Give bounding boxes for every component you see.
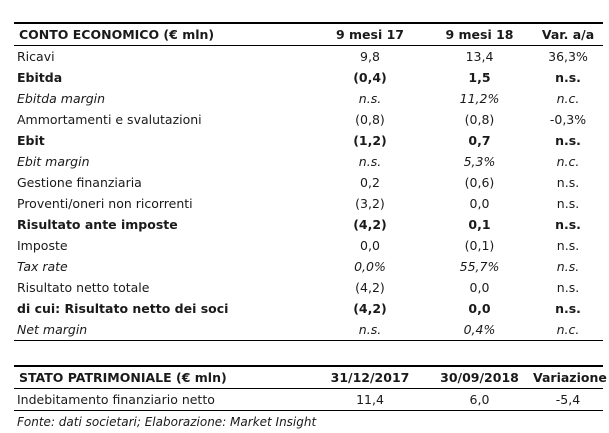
row-value-col2: 0,7 bbox=[468, 133, 491, 148]
row-value-col3: -0,3% bbox=[549, 112, 587, 127]
row-label: Ebit bbox=[17, 133, 45, 148]
row-value-col1: n.s. bbox=[358, 154, 382, 169]
row-value-col3: -5,4 bbox=[555, 392, 581, 407]
row-value-col3: 36,3% bbox=[548, 49, 588, 64]
row-value-col2: (0,8) bbox=[464, 112, 495, 127]
row-value-col1: (3,2) bbox=[355, 196, 385, 211]
income-header-label: CONTO ECONOMICO (€ mln) bbox=[19, 27, 215, 42]
row-value-col3: n.c. bbox=[556, 154, 580, 169]
row-label: Ricavi bbox=[17, 49, 55, 64]
row-value-col3: n.c. bbox=[556, 322, 580, 337]
table-row bbox=[14, 235, 603, 256]
table-row bbox=[14, 151, 603, 172]
row-value-col2: 0,0 bbox=[469, 280, 490, 295]
row-value-col2: (0,1) bbox=[464, 238, 495, 253]
row-value-col1: 0,0% bbox=[354, 259, 386, 274]
row-value-col3: n.s. bbox=[555, 301, 581, 316]
table-row bbox=[14, 214, 603, 235]
row-label: Risultato ante imposte bbox=[17, 217, 178, 232]
balance-table-body bbox=[14, 389, 603, 410]
row-value-col2: (0,6) bbox=[464, 175, 495, 190]
income-header-col3: Var. a/a bbox=[541, 27, 595, 42]
table-row bbox=[14, 193, 603, 214]
row-label: Ammortamenti e svalutazioni bbox=[17, 112, 202, 127]
table-spacer bbox=[14, 341, 603, 365]
table-row bbox=[14, 256, 603, 277]
row-value-col2: 13,4 bbox=[465, 49, 494, 64]
row-value-col1: (4,2) bbox=[353, 301, 387, 316]
row-value-col2: 1,5 bbox=[468, 70, 491, 85]
balance-header-col3: Variazione bbox=[533, 370, 607, 385]
row-value-col2: 6,0 bbox=[469, 392, 490, 407]
row-value-col1: n.s. bbox=[358, 322, 382, 337]
table-row bbox=[14, 67, 603, 88]
row-value-col1: n.s. bbox=[358, 91, 382, 106]
balance-header-col1: 31/12/2017 bbox=[330, 370, 410, 385]
row-label: Net margin bbox=[17, 322, 88, 337]
row-value-col2: 0,4% bbox=[463, 322, 496, 337]
row-value-col1: 11,4 bbox=[356, 392, 384, 407]
row-label: Indebitamento finanziario netto bbox=[17, 392, 215, 407]
row-value-col3: n.s. bbox=[556, 280, 580, 295]
row-label: Ebit margin bbox=[17, 154, 90, 169]
row-value-col2: 0,1 bbox=[468, 217, 491, 232]
table-row bbox=[14, 172, 603, 193]
row-label: Gestione finanziaria bbox=[17, 175, 142, 190]
income-table-body bbox=[14, 46, 603, 340]
row-value-col2: 0,0 bbox=[469, 196, 490, 211]
row-value-col2: 5,3% bbox=[463, 154, 496, 169]
income-header-row bbox=[14, 24, 603, 45]
table-row bbox=[14, 130, 603, 151]
income-header-col1: 9 mesi 17 bbox=[335, 27, 405, 42]
row-value-col1: (4,2) bbox=[355, 280, 385, 295]
row-value-col1: 0,2 bbox=[360, 175, 380, 190]
row-value-col1: (4,2) bbox=[353, 217, 387, 232]
income-header-col2: 9 mesi 18 bbox=[445, 27, 514, 42]
row-value-col3: n.c. bbox=[556, 91, 580, 106]
row-value-col3: n.s. bbox=[556, 196, 580, 211]
row-value-col3: n.s. bbox=[556, 175, 580, 190]
row-label: Risultato netto totale bbox=[17, 280, 150, 295]
table-row bbox=[14, 389, 603, 410]
row-label: Imposte bbox=[17, 238, 68, 253]
row-value-col3: n.s. bbox=[556, 259, 580, 274]
table-row bbox=[14, 46, 603, 67]
table-row bbox=[14, 88, 603, 109]
row-value-col2: 0,0 bbox=[468, 301, 491, 316]
row-value-col1: 0,0 bbox=[360, 238, 380, 253]
footnote: Fonte: dati societari; Elaborazione: Market Insight bbox=[17, 414, 317, 429]
row-label: Tax rate bbox=[17, 259, 68, 274]
row-value-col3: n.s. bbox=[555, 133, 581, 148]
balance-header-row bbox=[14, 367, 607, 388]
row-value-col3: n.s. bbox=[555, 217, 581, 232]
row-value-col2: 11,2% bbox=[459, 91, 500, 106]
row-value-col3: n.s. bbox=[556, 238, 580, 253]
table-row bbox=[14, 319, 603, 340]
row-label: di cui: Risultato netto dei soci bbox=[17, 301, 229, 316]
financial-tables bbox=[14, 22, 607, 432]
table-row bbox=[14, 277, 603, 298]
row-value-col1: (1,2) bbox=[353, 133, 387, 148]
row-value-col3: n.s. bbox=[555, 70, 581, 85]
balance-header-col2: 30/09/2018 bbox=[440, 370, 519, 385]
row-value-col1: (0,4) bbox=[353, 70, 387, 85]
row-label: Proventi/oneri non ricorrenti bbox=[17, 196, 193, 211]
row-label: Ebitda bbox=[17, 70, 63, 85]
row-value-col1: (0,8) bbox=[355, 112, 385, 127]
table-row bbox=[14, 298, 603, 319]
table-row bbox=[14, 109, 603, 130]
row-label: Ebitda margin bbox=[17, 91, 106, 106]
balance-header-label: STATO PATRIMONIALE (€ mln) bbox=[19, 370, 227, 385]
row-value-col1: 9,8 bbox=[360, 49, 380, 64]
row-value-col2: 55,7% bbox=[459, 259, 500, 274]
